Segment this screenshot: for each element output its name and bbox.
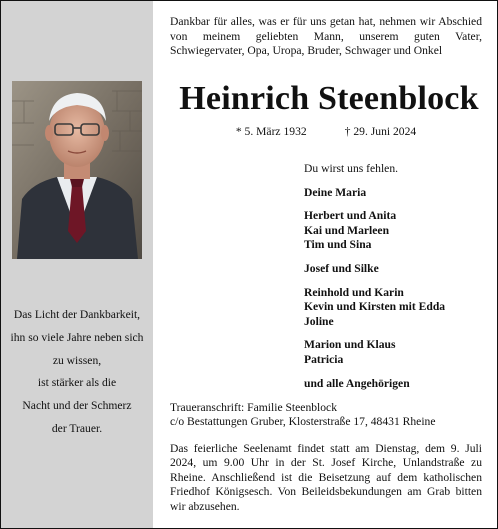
address-line: c/o Bestattungen Gruber, Klosterstraße 17, 48431 Rheine (170, 415, 436, 429)
address-line: Traueranschrift: Familie Steenblock (170, 401, 337, 414)
service-notice: Das feierliche Seelenamt findet statt am Dienstag, dem 9. Juli 2024, um 9.00 Uhr in der St. Josef Kirche, Unlandstraße zu Rheine. Anschließend ist die Beisetzung auf dem katholischen Friedhof Königsesch. Von Beileidsbekundungen am Grab bitten wir abzusehen. (170, 442, 482, 513)
death-date: † 29. Juni 2024 (344, 125, 417, 138)
mourner-line: Tim und Sina (304, 238, 372, 252)
deceased-name: Heinrich Steenblock (179, 80, 479, 117)
dankbarkeit-poem (1, 304, 153, 441)
mourners-list (304, 162, 484, 391)
mourner-line: Kai und Marleen (304, 223, 390, 237)
intro-text: Dankbar für alles, was er für uns getan hat, nehmen wir Abschied von meinem geliebten Mann, unserem guten Vater, Schwiegervater, Opa, Uropa, Bruder, Schwager und Onkel (170, 15, 482, 58)
portrait-image (12, 81, 142, 259)
poem-line: zu wissen, (52, 353, 102, 367)
mourner-line: Kevin und Kirsten mit Edda (304, 300, 446, 314)
life-dates (170, 125, 482, 138)
mourner-line: Patricia (304, 352, 344, 366)
mourner-line: Marion und Klaus (304, 338, 396, 352)
mourners-intro: Du wirst uns fehlen. (304, 162, 399, 175)
poem-line: Nacht und der Schmerz (22, 399, 132, 413)
portrait-photo (12, 81, 142, 259)
poem-line: ihn so viele Jahre neben sich (10, 330, 144, 344)
mourner-line: Deine Maria (304, 185, 367, 199)
poem-line: Das Licht der Dankbarkeit, (13, 308, 141, 321)
left-panel (1, 1, 153, 528)
mourner-line: Herbert und Anita (304, 209, 397, 223)
mourner-line: Reinhold und Karin (304, 285, 404, 299)
mourning-address (170, 401, 482, 430)
mourner-line: Joline (304, 314, 334, 328)
birth-date: * 5. März 1932 (235, 125, 307, 138)
mourner-line: und alle Angehörigen (304, 376, 410, 390)
mourner-line: Josef und Silke (304, 261, 379, 275)
poem-line: der Trauer. (51, 421, 103, 435)
poem-line: ist stärker als die (37, 376, 117, 390)
